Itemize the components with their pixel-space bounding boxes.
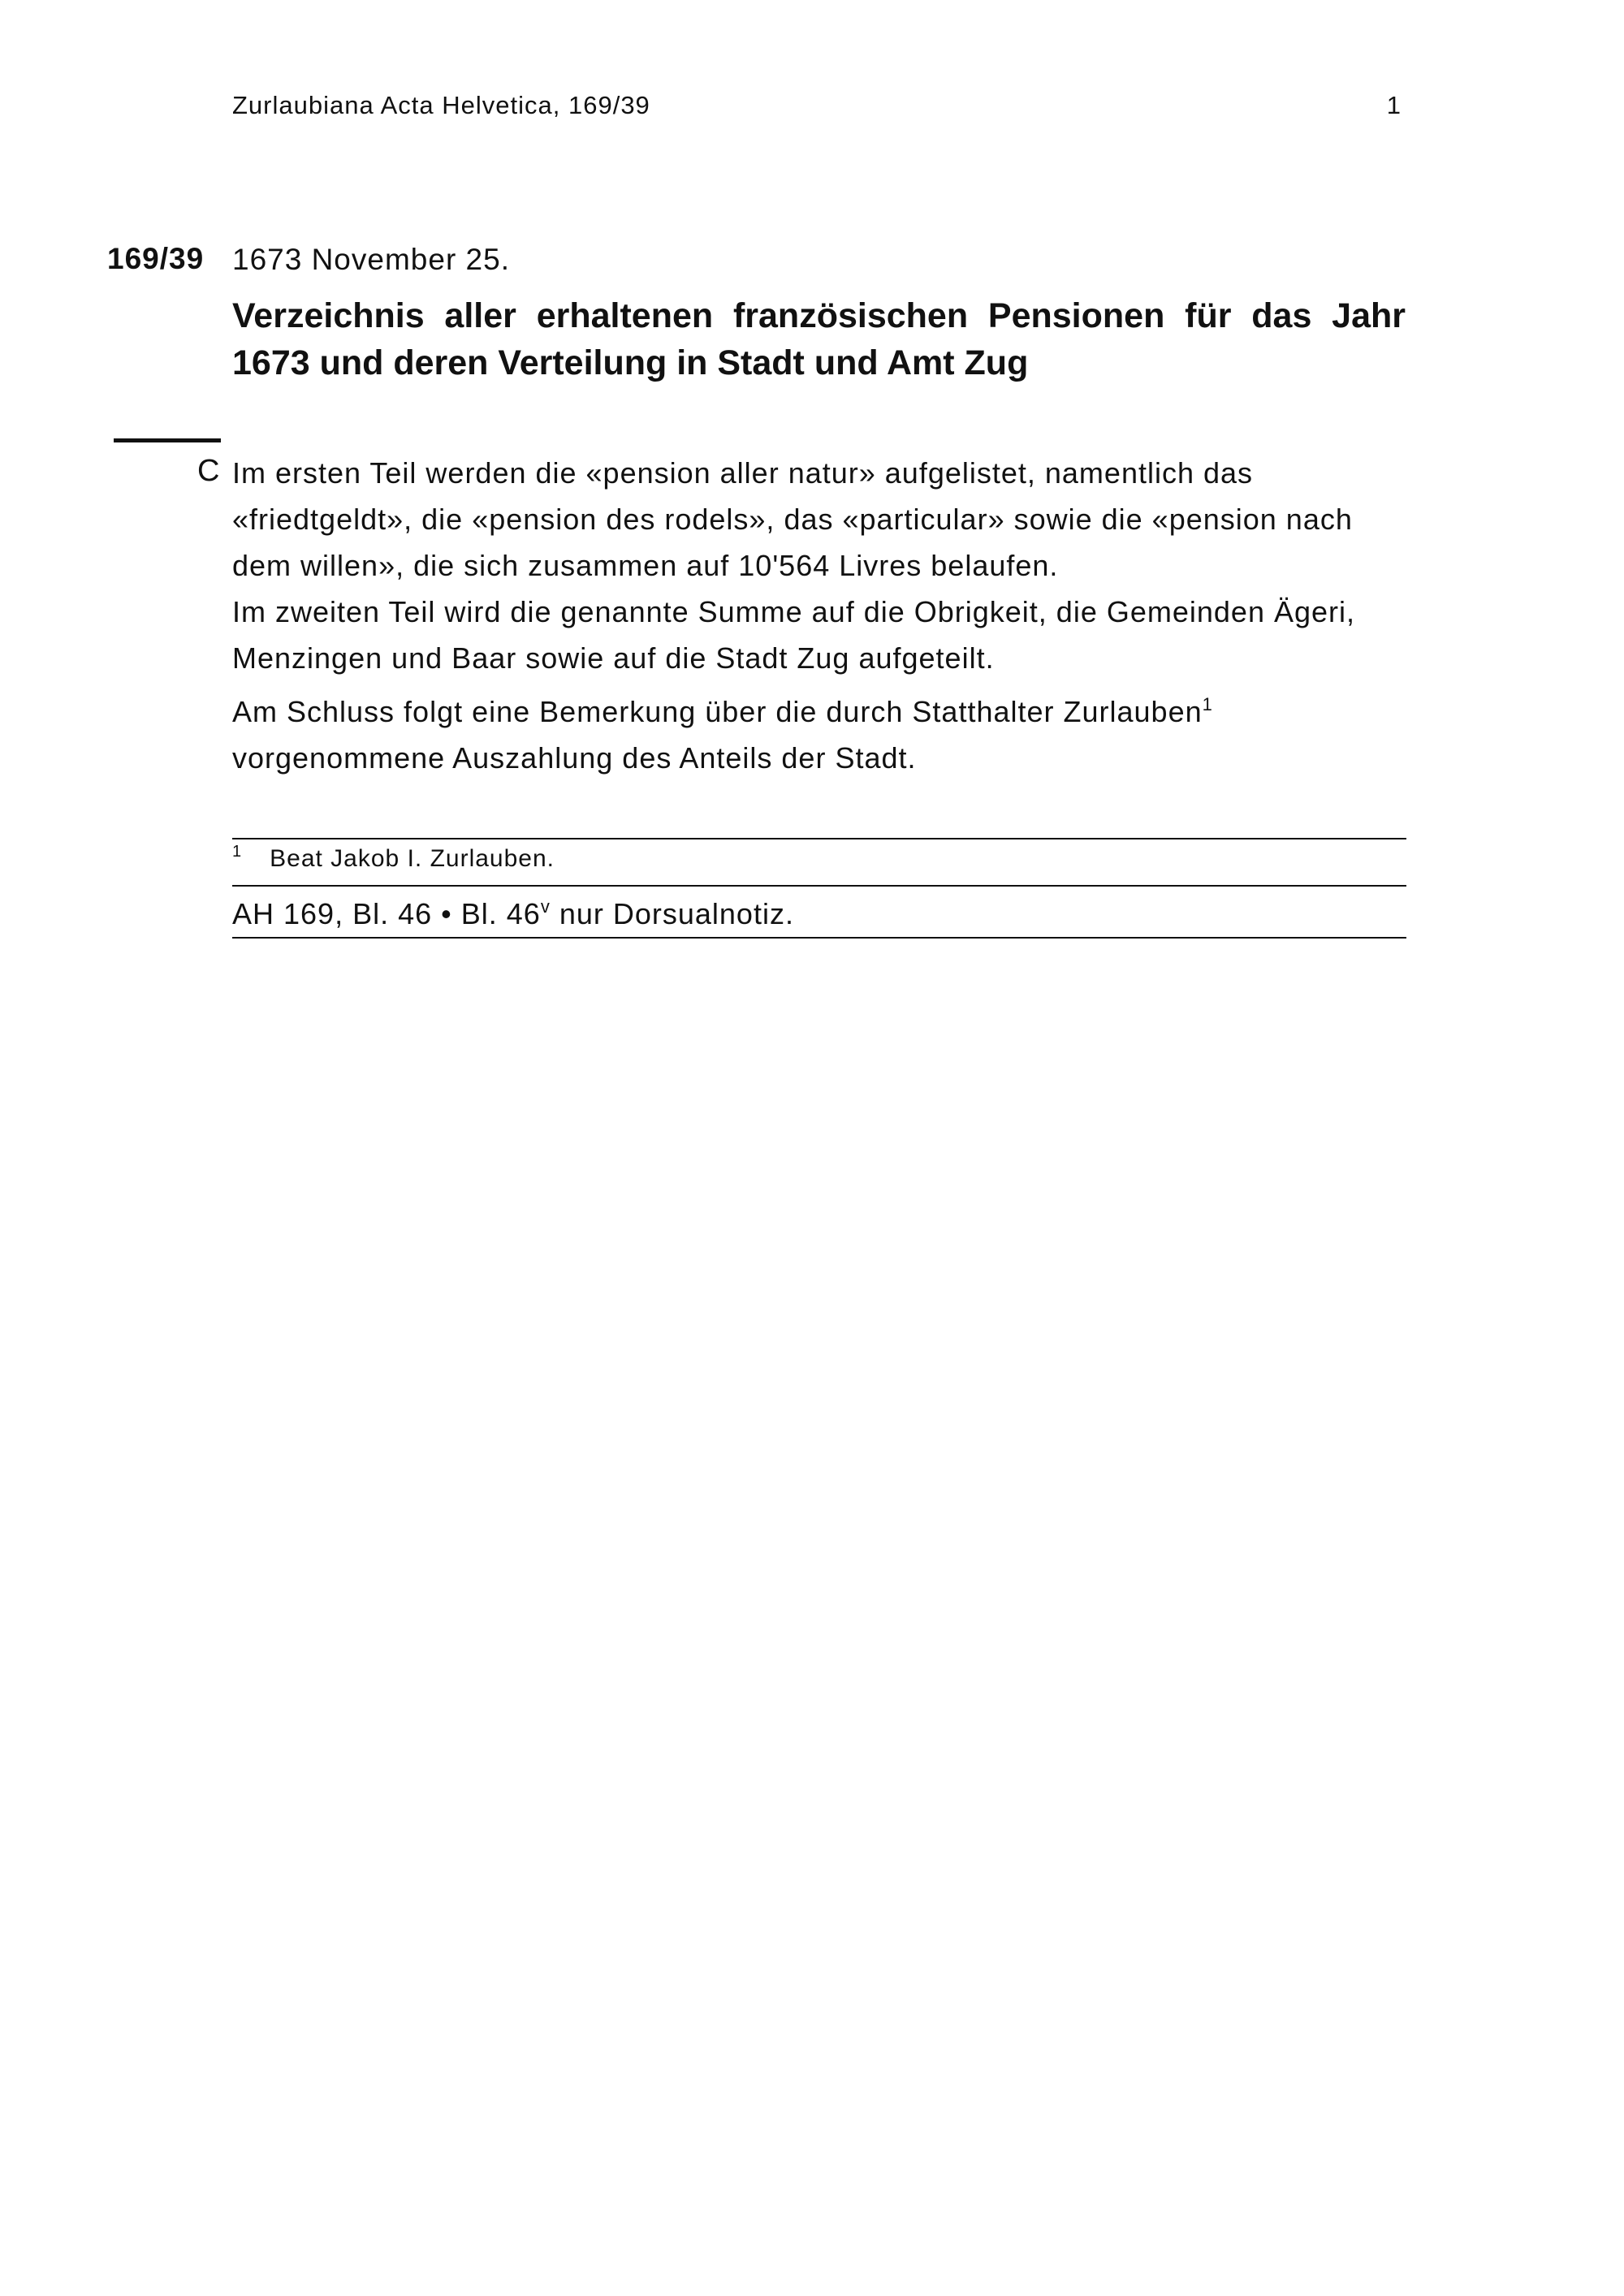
document-date: 1673 November 25. — [232, 243, 510, 276]
regest-paragraph-1: Im ersten Teil werden die «pension aller natur» aufgelistet, namentlich das «friedtgeldt», die «pension des rodels», das «particular» sowie die «pension nach dem willen», die sich zusammen auf 10'564 Livres belaufen. — [232, 456, 1353, 582]
running-title: Zurlaubiana Acta Helvetica, 169/39 — [232, 91, 650, 119]
source-text: AH 169, Bl. 46 • Bl. 46 — [232, 897, 541, 930]
regest — [232, 450, 1402, 781]
footnote-divider — [232, 885, 1406, 887]
regest-paragraph-3 — [232, 681, 1402, 781]
siglum: C — [197, 454, 220, 488]
margin-rule — [114, 438, 221, 442]
regest-paragraph-3-text: Am Schluss folgt eine Bemerkung über die durch Statthalter Zurlauben — [232, 695, 1203, 728]
source-suffix: nur Dorsualnotiz. — [550, 897, 794, 930]
footnote — [232, 843, 1402, 873]
regest-paragraph-3-end: vorgenommene Auszahlung des Anteils der Stadt. — [232, 741, 917, 775]
regest-paragraph-2: Im zweiten Teil wird die genannte Summe auf die Obrigkeit, die Gemeinden Ägeri, Menzingen und Baar sowie auf die Stadt Zug aufgeteilt. — [232, 595, 1356, 675]
document-number: 169/39 — [107, 242, 205, 275]
document-title: Verzeichnis aller erhaltenen französischen Pensionen für das Jahr 1673 und deren Verteilung in Stadt und Amt Zug — [232, 296, 1406, 382]
source-bottom-rule — [232, 937, 1406, 939]
running-head — [232, 91, 1402, 132]
source-superscript: v — [540, 896, 551, 917]
footnote-mark: 1 — [232, 843, 243, 861]
footnote-reference[interactable]: 1 — [1202, 694, 1213, 714]
source-note — [232, 896, 1402, 931]
footnote-top-rule — [232, 838, 1406, 839]
footnote-text: Beat Jakob I. Zurlauben. — [270, 845, 555, 872]
page-number: 1 — [1386, 91, 1402, 119]
